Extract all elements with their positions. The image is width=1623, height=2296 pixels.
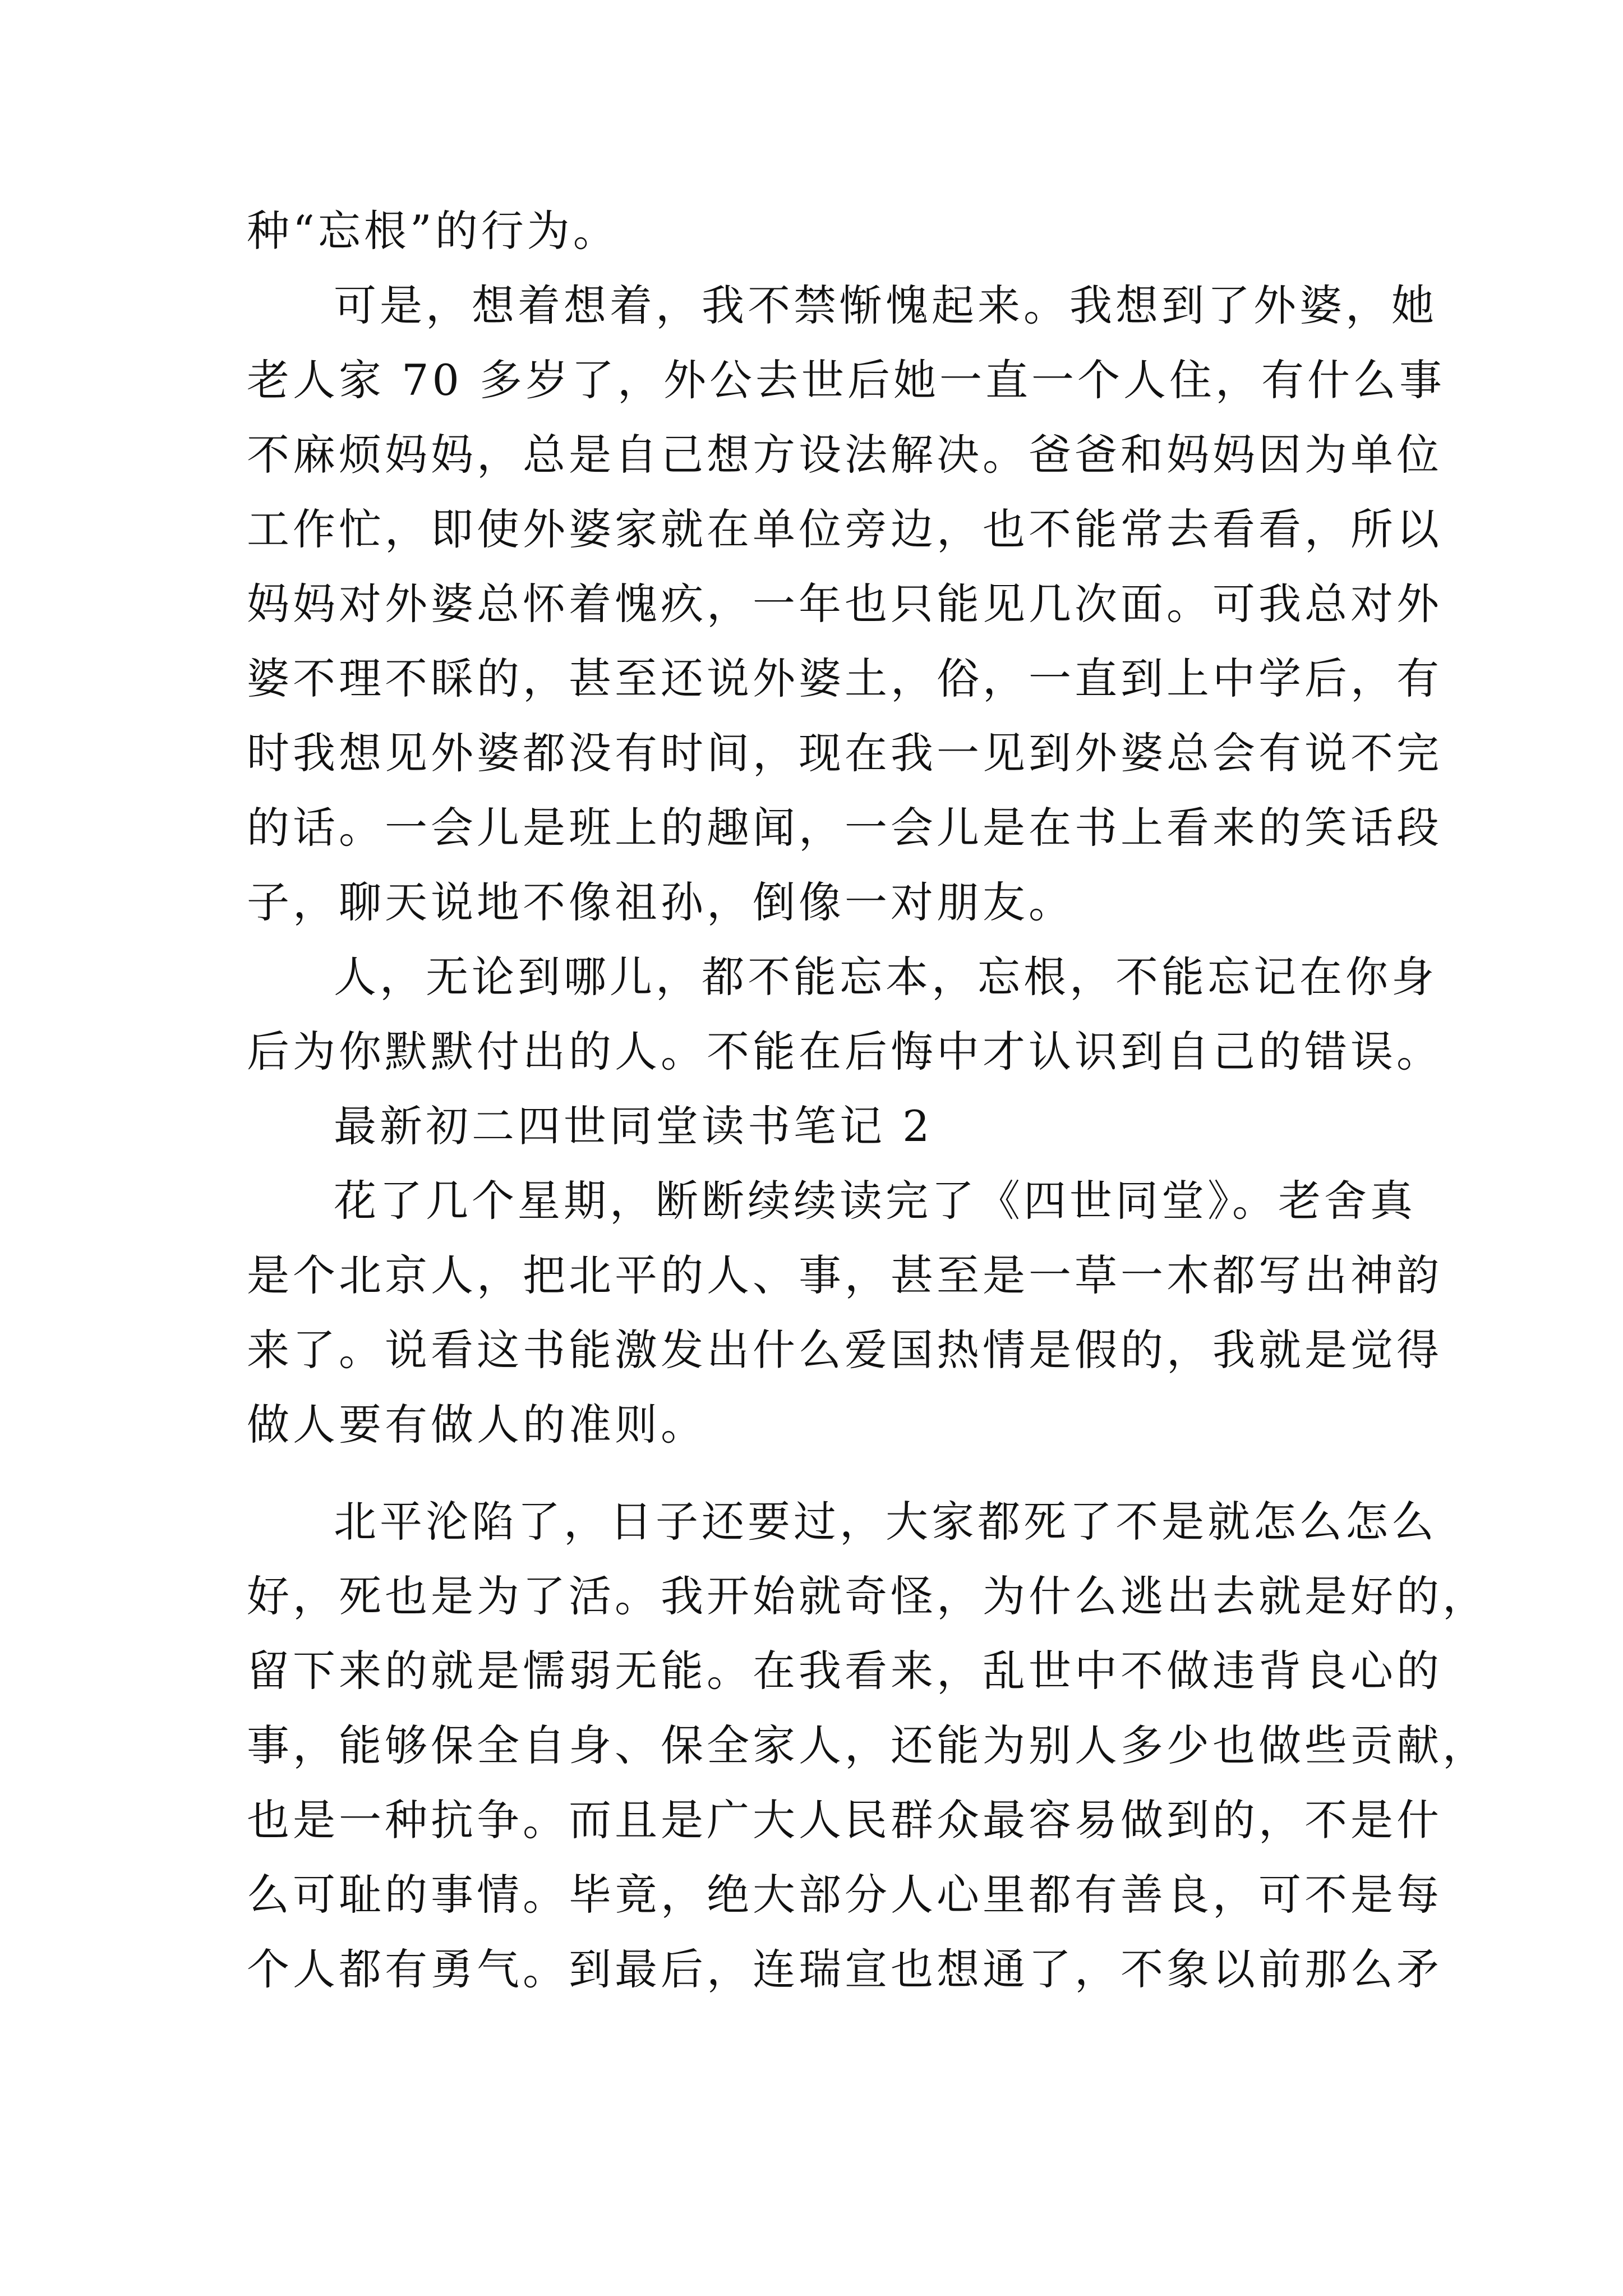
text-line: 是个北京人，把北平的人、事，甚至是一草一木都写出神韵 [247, 1250, 1442, 1300]
text-line: 时我想见外婆都没有时间，现在我一见到外婆总会有说不完 [247, 728, 1442, 778]
text-line: 的话。一会儿是班上的趣闻，一会儿是在书上看来的笑话段 [247, 803, 1442, 853]
paragraph-start: 人，无论到哪儿，都不能忘本，忘根，不能忘记在你身 [334, 952, 1437, 1002]
text-line: 不麻烦妈妈，总是自己想方设法解决。爸爸和妈妈因为单位 [247, 430, 1442, 480]
text-line: 工作忙，即使外婆家就在单位旁边，也不能常去看看，所以 [247, 504, 1442, 554]
text-line: 来了。说看这书能激发出什么爱国热情是假的，我就是觉得 [247, 1325, 1442, 1375]
text-line: 子，聊天说地不像祖孙，倒像一对朋友。 [247, 877, 1075, 927]
paragraph-start: 花了几个星期，断断续续读完了《四世同堂》。老舍真 [334, 1176, 1416, 1226]
text-line: 后为你默默付出的人。不能在后悔中才认识到自己的错误。 [247, 1027, 1442, 1076]
text-line: 个人都有勇气。到最后，连瑞宣也想通了，不象以前那么矛 [247, 1944, 1442, 1994]
text-line: 婆不理不睬的，甚至还说外婆土，俗，一直到上中学后，有 [247, 654, 1442, 703]
text-line: 妈妈对外婆总怀着愧疚，一年也只能见几次面。可我总对外 [247, 579, 1442, 629]
paragraph-gap [247, 1462, 1380, 1484]
document-body [247, 194, 1488, 2007]
text-line: 做人要有做人的准则。 [247, 1400, 707, 1450]
paragraph-start: 北平沦陷了，日子还要过，大家都死了不是就怎么怎么 [334, 1497, 1437, 1547]
text-line: 么可耻的事情。毕竟，绝大部分人心里都有善良，可不是每 [247, 1870, 1442, 1920]
text-line: 也是一种抗争。而且是广大人民群众最容易做到的，不是什 [247, 1795, 1442, 1845]
text-line: 种“忘根”的行为。 [247, 206, 619, 256]
text-line: 事，能够保全自身、保全家人，还能为别人多少也做些贡献， [247, 1720, 1488, 1770]
text-line: 留下来的就是懦弱无能。在我看来，乱世中不做违背良心的 [247, 1646, 1442, 1696]
text-line: 好，死也是为了活。我开始就奇怪，为什么逃出去就是好的， [247, 1571, 1488, 1621]
section-heading: 最新初二四世同堂读书笔记 2 [334, 1101, 933, 1151]
paragraph-start: 可是，想着想着，我不禁惭愧起来。我想到了外婆，她 [334, 280, 1437, 330]
text-line: 老人家 70 多岁了，外公去世后她一直一个人住，有什么事 [247, 355, 1446, 405]
